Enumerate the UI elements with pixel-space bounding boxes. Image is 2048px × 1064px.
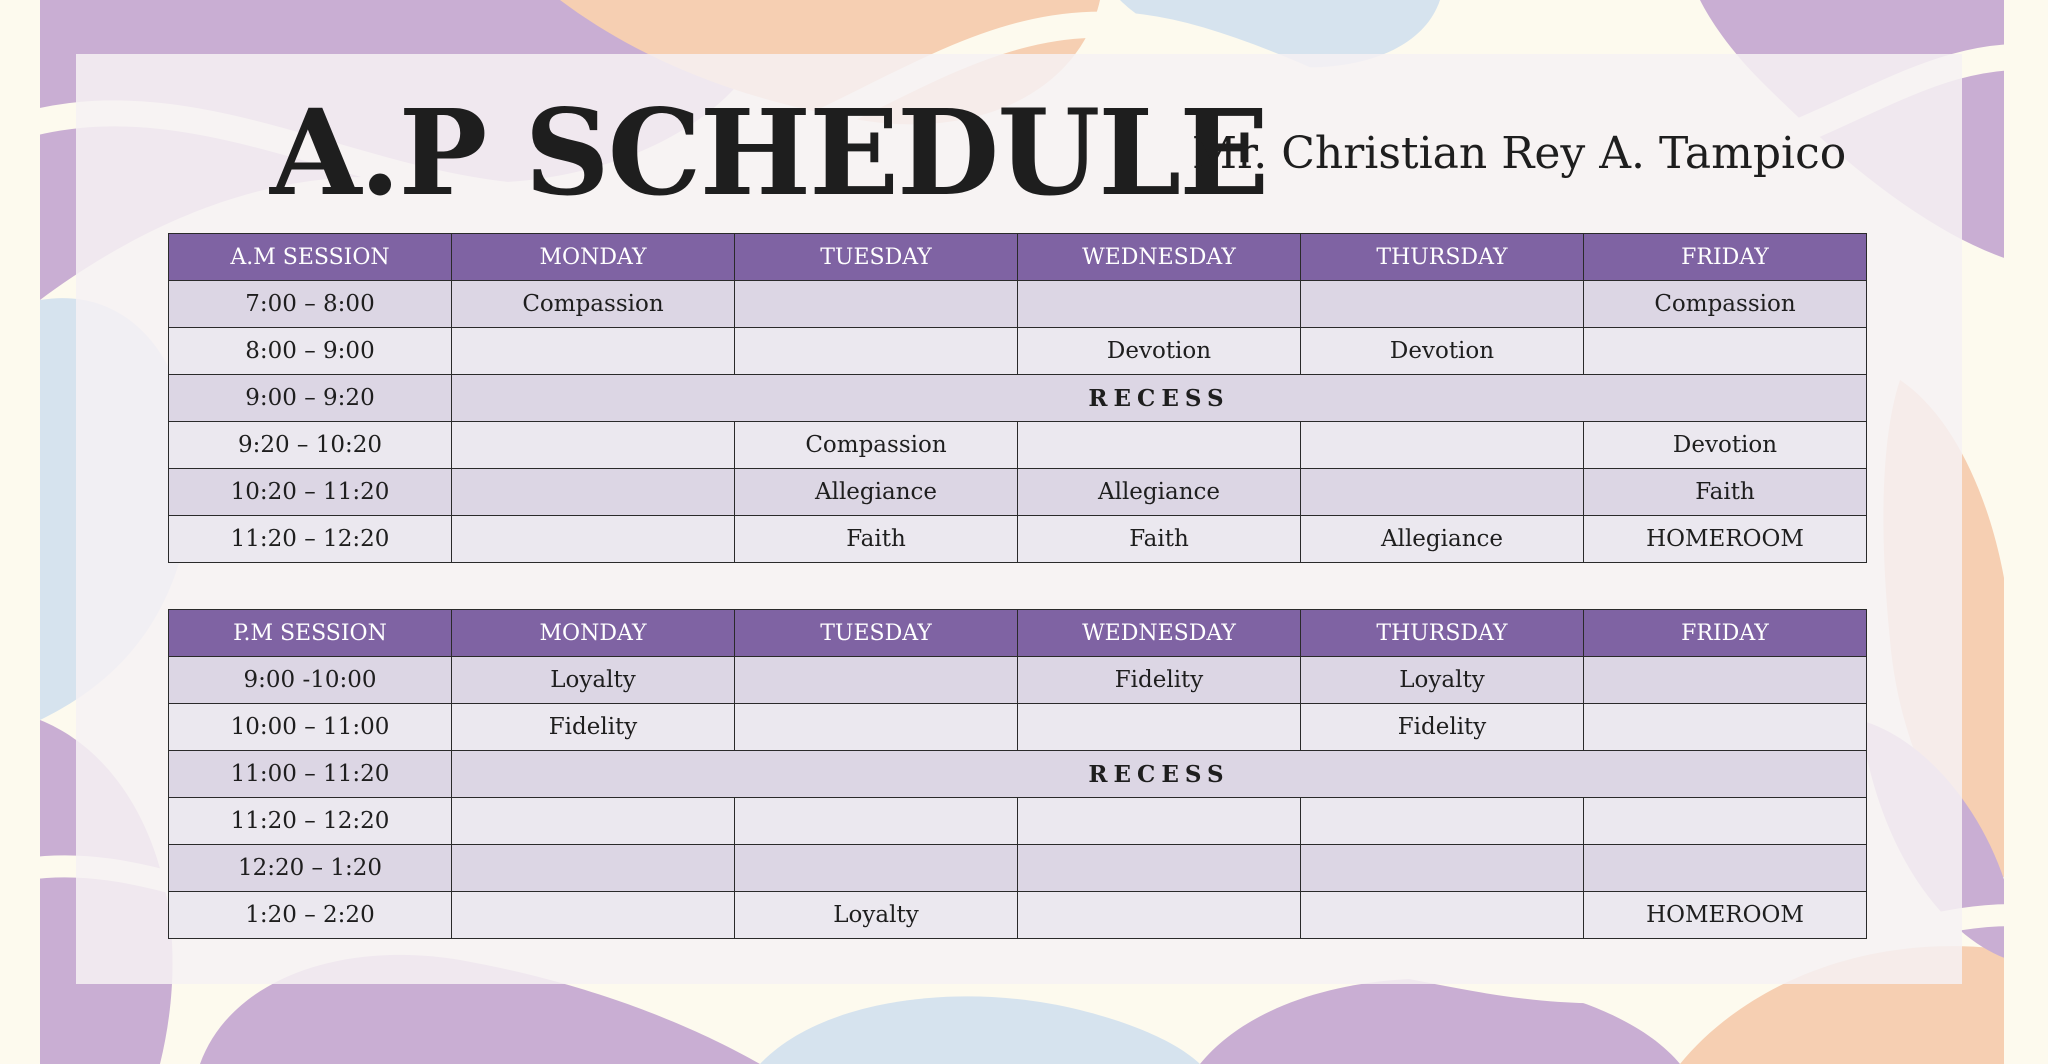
teacher-name: Mr. Christian Rey A. Tampico — [1192, 128, 1847, 179]
table-row — [169, 892, 1867, 939]
schedule-cell — [1301, 798, 1584, 845]
schedule-cell: Allegiance — [1018, 469, 1301, 516]
schedule-cell — [1584, 704, 1867, 751]
table-row — [169, 281, 1867, 328]
time-cell: 10:00 – 11:00 — [169, 704, 452, 751]
schedule-cell — [452, 422, 735, 469]
schedule-cell — [735, 704, 1018, 751]
schedule-cell — [452, 469, 735, 516]
time-cell: 7:00 – 8:00 — [169, 281, 452, 328]
table-row — [169, 469, 1867, 516]
time-cell: 11:20 – 12:20 — [169, 798, 452, 845]
header-friday: FRIDAY — [1584, 610, 1867, 657]
schedule-cell — [1584, 845, 1867, 892]
table-header-row — [169, 610, 1867, 657]
table-row — [169, 798, 1867, 845]
schedule-cell — [735, 328, 1018, 375]
schedule-cell: Compassion — [735, 422, 1018, 469]
table-row — [169, 516, 1867, 563]
schedule-cell — [1301, 845, 1584, 892]
schedule-cell — [1301, 281, 1584, 328]
schedule-cell — [1018, 704, 1301, 751]
header-friday: FRIDAY — [1584, 234, 1867, 281]
schedule-cell: Fidelity — [1301, 704, 1584, 751]
schedule-cell: Faith — [735, 516, 1018, 563]
schedule-cell — [1018, 892, 1301, 939]
schedule-cell — [1584, 798, 1867, 845]
header-thursday: THURSDAY — [1301, 610, 1584, 657]
recess-row — [169, 375, 1867, 422]
recess-cell: RECESS — [452, 375, 1867, 422]
page-title: A.P SCHEDULE — [270, 83, 1268, 222]
schedule-cell — [735, 657, 1018, 704]
schedule-cell — [1301, 422, 1584, 469]
time-cell: 11:00 – 11:20 — [169, 751, 452, 798]
recess-cell: RECESS — [452, 751, 1867, 798]
table-row — [169, 422, 1867, 469]
schedule-cell — [1584, 328, 1867, 375]
schedule-cell: HOMEROOM — [1584, 516, 1867, 563]
am-schedule-table — [168, 233, 1867, 563]
schedule-cell: Faith — [1018, 516, 1301, 563]
time-cell: 12:20 – 1:20 — [169, 845, 452, 892]
schedule-cell: Loyalty — [452, 657, 735, 704]
table-row — [169, 657, 1867, 704]
header-session: A.M SESSION — [169, 234, 452, 281]
schedule-cell: Devotion — [1018, 328, 1301, 375]
table-header-row — [169, 234, 1867, 281]
pm-schedule-table — [168, 609, 1867, 939]
schedule-cell: HOMEROOM — [1584, 892, 1867, 939]
table-row — [169, 704, 1867, 751]
header-thursday: THURSDAY — [1301, 234, 1584, 281]
header-tuesday: TUESDAY — [735, 610, 1018, 657]
schedule-cell — [735, 798, 1018, 845]
schedule-cell — [452, 845, 735, 892]
schedule-cell: Devotion — [1584, 422, 1867, 469]
header-session: P.M SESSION — [169, 610, 452, 657]
time-cell: 11:20 – 12:20 — [169, 516, 452, 563]
schedule-cell: Faith — [1584, 469, 1867, 516]
schedule-cell — [452, 892, 735, 939]
schedule-cell: Loyalty — [1301, 657, 1584, 704]
time-cell: 1:20 – 2:20 — [169, 892, 452, 939]
recess-row — [169, 751, 1867, 798]
header-tuesday: TUESDAY — [735, 234, 1018, 281]
schedule-cell — [1301, 469, 1584, 516]
time-cell: 8:00 – 9:00 — [169, 328, 452, 375]
schedule-cell: Fidelity — [452, 704, 735, 751]
schedule-cell: Loyalty — [735, 892, 1018, 939]
table-row — [169, 328, 1867, 375]
schedule-cell: Fidelity — [1018, 657, 1301, 704]
schedule-cell: Devotion — [1301, 328, 1584, 375]
time-cell: 9:00 – 9:20 — [169, 375, 452, 422]
schedule-cell — [452, 328, 735, 375]
schedule-cell — [1018, 422, 1301, 469]
schedule-cell — [1584, 657, 1867, 704]
schedule-cell — [452, 516, 735, 563]
schedule-cell — [452, 798, 735, 845]
header-wednesday: WEDNESDAY — [1018, 234, 1301, 281]
table-row — [169, 845, 1867, 892]
schedule-cell: Compassion — [1584, 281, 1867, 328]
schedule-cell: Allegiance — [1301, 516, 1584, 563]
schedule-cell — [1018, 798, 1301, 845]
time-cell: 10:20 – 11:20 — [169, 469, 452, 516]
header-wednesday: WEDNESDAY — [1018, 610, 1301, 657]
header-monday: MONDAY — [452, 610, 735, 657]
schedule-cell — [1018, 281, 1301, 328]
header-monday: MONDAY — [452, 234, 735, 281]
schedule-cell — [1018, 845, 1301, 892]
schedule-cell — [1301, 892, 1584, 939]
schedule-cell: Allegiance — [735, 469, 1018, 516]
schedule-cell — [735, 281, 1018, 328]
time-cell: 9:00 -10:00 — [169, 657, 452, 704]
schedule-cell — [735, 845, 1018, 892]
schedule-cell: Compassion — [452, 281, 735, 328]
time-cell: 9:20 – 10:20 — [169, 422, 452, 469]
